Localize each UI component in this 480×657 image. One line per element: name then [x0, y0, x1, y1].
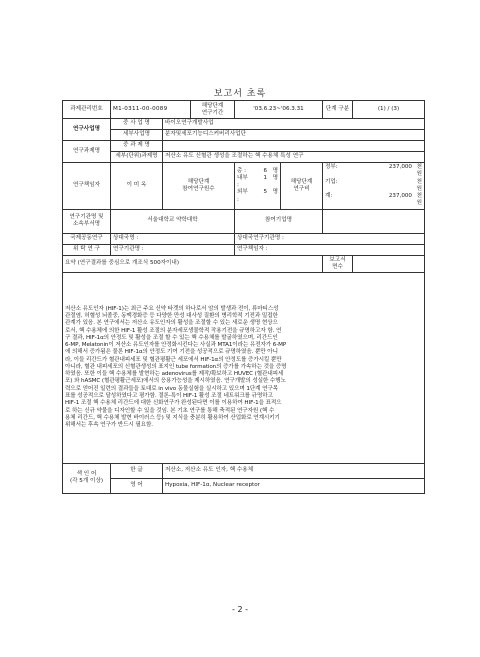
partner-value — [323, 209, 425, 233]
abstract-line: 구 결과, HIF-1α의 안정도 및 활성을 조절 할 수 있는 핵 수용체를 발굴하였으며, 리간드인 — [65, 334, 278, 341]
consign-pi: 연구책임자 : — [235, 244, 425, 255]
keywords-ko: 저산소, 저산소 유도 인자, 핵 수용체 — [163, 463, 425, 478]
abstract-line: 표를 성공적으로 달성하였다고 평가함. 결론-특이 HIF-1 활성 조절 네트워크를 규명하고 — [65, 392, 273, 399]
abstract-line: 용체 리간드, 핵 수용체 발현 바이러스 등) 및 지식을 충분히 활용하여 산업화로 연계시키기 — [65, 414, 280, 421]
consign-label: 위 탁 연 구 — [63, 244, 111, 255]
period-value: '03.6.23~'06.3.31 — [235, 101, 323, 119]
pi-label: 연구책임자 — [63, 163, 111, 210]
program-sub-value: 분자및세포기능디스커버리사업단 — [163, 130, 425, 141]
program-mid-value: 바이오연구개발사업 — [163, 119, 425, 130]
abstract-line: 하였음. 또한 이들 핵 수용체를 발현하는 adenovirus를 제작/확보하고 HUVEC (혈관내피세 — [65, 371, 284, 378]
pages-value — [353, 255, 425, 272]
keywords-en: Hypoxia, HIF-1α, Nuclear receptor — [163, 478, 425, 493]
program-mid-label: 중 사 업 명 — [111, 119, 163, 130]
intl-institution: 상대국연구기관명 : — [235, 233, 425, 244]
page-title: 보고서 초록 — [213, 89, 267, 99]
abstract-line: 력으로 얻어진 일련의 결과들을 토대로 in vivo 동물실험을 실시하고 있으며 1단계 연구목 — [65, 385, 279, 392]
period-label: 해당단계 연구기간 — [191, 101, 235, 119]
abstract-line: HIF-1 조절 핵 수용체 리간드에 대한 신화연구가 완성된다면 이를 이용하여 HIF-1을 표적으 — [65, 400, 282, 407]
project-mid-label: 중 과 제 명 — [111, 141, 163, 152]
keywords-en-label: 영 어 — [111, 478, 163, 493]
task-id-value: M1-0311-00-0089 — [111, 101, 191, 119]
project-sub-label: 세부(단위)과제명 — [111, 152, 163, 163]
keywords-ko-label: 한 글 — [111, 463, 163, 478]
partner-label: 참여기업명 — [235, 209, 323, 233]
institution-name: 서울대학교 약학대학 — [111, 209, 235, 233]
keywords-label: 색 인 어 (각 5개 이상) — [63, 463, 111, 493]
report-abstract-form — [62, 100, 425, 494]
abstract-line: 로 하는 신규 약물을 디자인할 수 있을 것임. 본 기초 연구를 통해 축적된 연구자원 (핵 수 — [65, 407, 275, 414]
stage-value: (1) / (3) — [353, 101, 425, 119]
staff-label: 해당단계 참여연구원수 — [163, 163, 235, 210]
intl-label: 국제공동연구 — [63, 233, 111, 244]
intl-country: 상대국명 : — [111, 233, 235, 244]
project-sub-value: 저산소 유도 신혈관 생성을 조절하는 핵 수용체 특성 연구 — [163, 152, 425, 163]
summary-label: 요약 (연구결과를 중심으로 개조식 500자이내) — [63, 255, 323, 272]
institution-label: 연구기관명 및 소속부서명 — [63, 209, 111, 233]
fund-values: 정부: 237,000 천원 기업: 천원 계: 237,000 천원 — [323, 163, 425, 210]
program-sub-label: 세부사업명 — [111, 130, 163, 141]
task-id-label: 과제관리번호 — [63, 101, 111, 119]
abstract-line: 관계가 있음. 본 연구에서는 저산소 유도인자의 활성을 조절할 수 있는 새로운 생명 현상으 — [65, 320, 278, 327]
project-label: 연구과제명 — [63, 141, 111, 163]
abstract-line: 에 의해서 증가됨은 물론 HIF-1α의 안정도 기여 기전을 성공적으로 규명하였음. 뿐만 아니 — [65, 349, 278, 356]
abstract-line: 포) 와 hASMC (혈관평활근세포)에서의 응용가능성을 제시하였음. 연구개발의 성실한 수행노 — [65, 378, 286, 385]
abstract-line: 아니라, 혈관 내피세포의 신혈관생성의 표지인 tube formation의 증가를 가속하는 것을 증명 — [65, 363, 287, 370]
pi-name: 이 미 옥 — [111, 163, 163, 210]
staff-counts: 총 : 6 명 내부 : 1 명 외부 : 5 명 — [235, 163, 281, 210]
consign-institution: 연구기관명 : — [111, 244, 235, 255]
fund-label: 해당단계 연구비 — [281, 163, 323, 210]
abstract-line: 라, 이들 리간드가 혈관내피세포 및 혈관평활근 세포에서 HIF-1α의 안정도를 증가시킬 뿐만 — [65, 356, 282, 363]
abstract-body — [63, 272, 425, 463]
abstract-line: 로서, 핵 수용체에 의한 HIF-1 활성 조절의 분자세포생물학적 작용기전을 규명하고자 함. 연 — [65, 327, 282, 334]
abstract-line: 저산소 유도인자 (HIF-1)는 최근 주요 신약 타겟의 하나로서 암의 발생과 전이, 류마티스성 — [65, 305, 279, 312]
stage-label: 단계 구분 — [323, 101, 353, 119]
page-number: - 2 - — [232, 605, 248, 614]
pages-label: 보고서 면수 — [323, 255, 353, 272]
project-mid-value — [163, 141, 425, 152]
abstract-line: 위해서는 후속 연구가 반드시 필요함. — [65, 422, 153, 429]
abstract-line: 관절염, 허혈성 뇌졸중, 동맥경화증 등 다양한 만성 대사성 질환의 병리학적 기전과 밀접한 — [65, 313, 278, 320]
abstract-line: 6-MP, Melatonin이 저산소 유도인자를 안정화시킨다는 사실과 MTA1이라는 유전자가 6-MP — [65, 342, 287, 349]
rd-program-label: 연구사업명 — [63, 119, 111, 141]
